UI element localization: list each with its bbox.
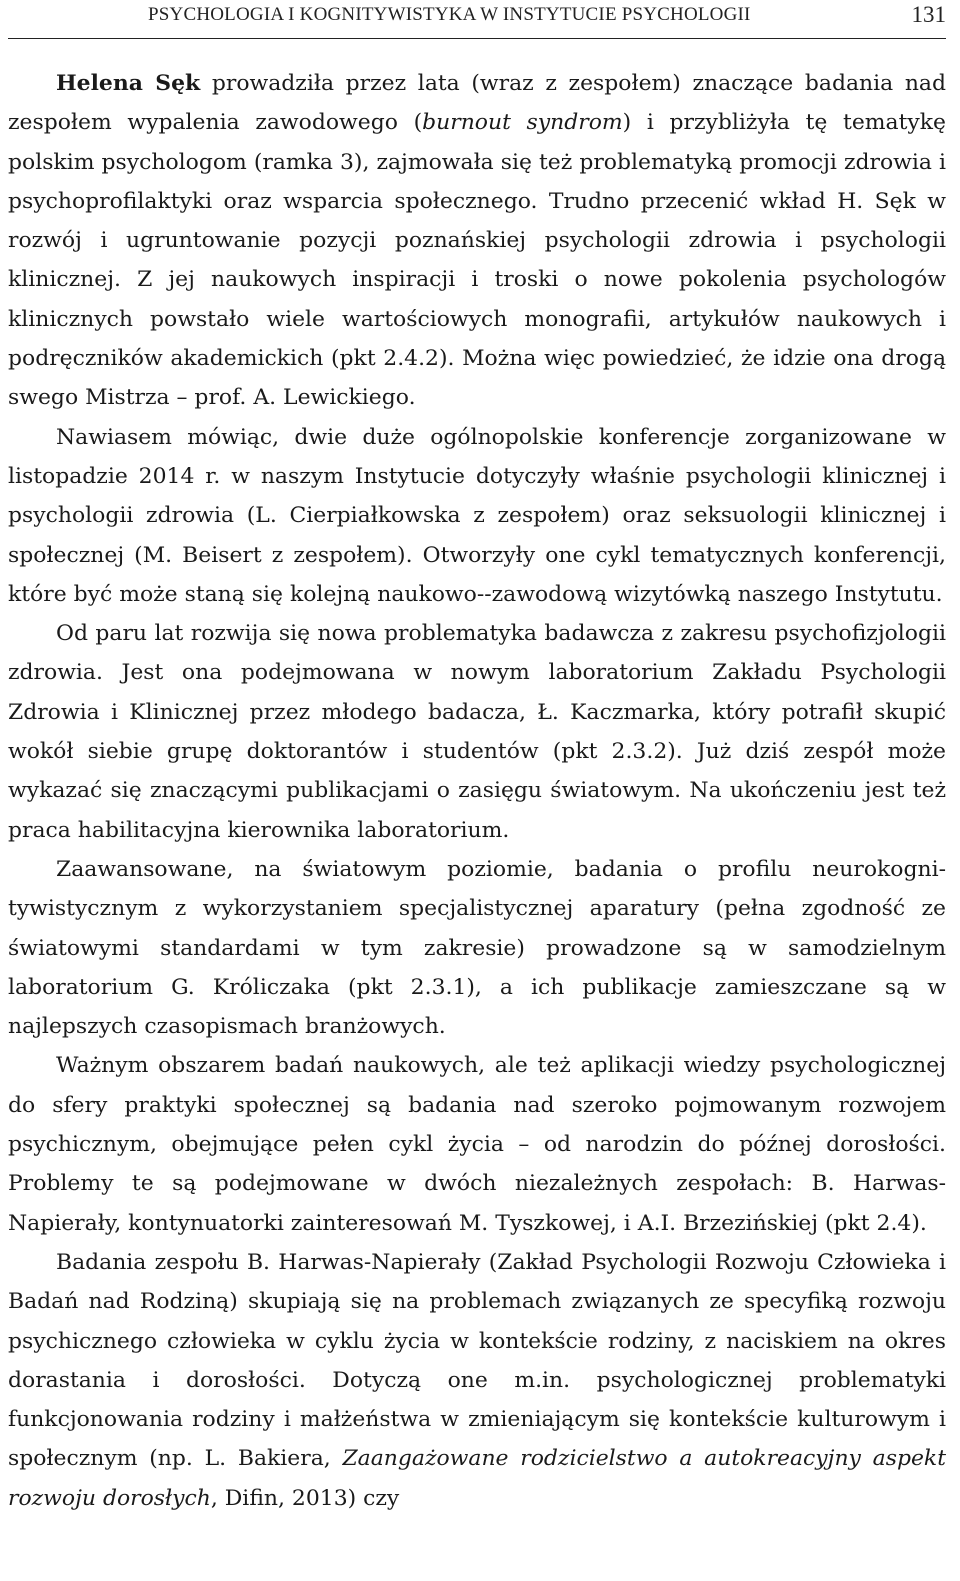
page-header <box>8 0 946 39</box>
page-number: 131 <box>911 2 946 27</box>
book-title: Zaangażowane rodzicielstwo a autokreacyjny aspekt rozwoju dorosłych <box>8 1446 946 1511</box>
paragraph-3: Od paru lat rozwija się nowa problematyka badawcza z zakresu psychofizjologii zdrowia. Jest ona podejmowana w nowym laboratorium Zakładu Psychologii Zdrowia i Klinicznej przez młodego badacza, Ł. Kaczmarka, który potrafił skupić wokół siebie grupę doktorantów i studentów (pkt 2.3.2). Już dziś zespół może wykazać się znaczącymi publikacjami o zasięgu światowym. Na ukończeniu jest też praca habilitacyjna kierownika laboratorium. <box>8 621 946 843</box>
paragraph-6-text-b: , Difin, 2013) czy <box>210 1485 400 1511</box>
paragraph-1-text-b: ) i przybliżyła tę tematykę polskim psychologom (ramka 3), zajmowała się też problematyką promocji zdrowia i psychoprofilaktyki oraz wsparcia społecznego. Trudno przecenić wkład H. Sęk w rozwój i ugruntowanie pozycji poznańskiej psychologii zdrowia i psychologii klinicznej. Z jej naukowych inspiracji i troski o nowe pokolenia psychologów klinicznych powstało wiele wartościowych monografii, artykułów naukowych i podręczników akademickich (pkt 2.4.2). Można więc powiedzieć, że idzie ona drogą swego Mistrza – prof. A. Lewickiego. <box>8 110 946 411</box>
paragraph-5: Ważnym obszarem badań naukowych, ale też aplikacji wiedzy psychologicznej do sfery praktyki społecznej są badania nad szeroko pojmowanym rozwojem psychicznym, obejmujące pełen cykl życia – od narodzin do późnej dorosłości. Problemy te są podejmowane w dwóch niezależnych zespołach: B. Harwas-Napierały, kontynuatorki zainteresowań M. Tyszkowej, i A.I. Brzezińskiej (pkt 2.4). <box>8 1053 946 1236</box>
person-name: Helena Sęk <box>56 70 201 96</box>
paragraph-6 <box>8 1243 946 1518</box>
paragraph-2: Nawiasem mówiąc, dwie duże ogólnopolskie konferencje zorganizowane w listopadzie 2014 r. w naszym Instytucie dotyczyły właśnie psychologii klinicznej i psychologii zdrowia (L. Cierpiałkowska z zespołem) oraz seksuologii klinicznej i społecznej (M. Beisert z zespołem). Otworzyły one cykl tematycznych konferencji, które być może staną się kolejną naukowo--zawodową wizytówką naszego Instytutu. <box>8 424 946 607</box>
paragraph-1 <box>8 64 946 418</box>
paragraph-4: Zaawansowane, na światowym poziomie, badania o profilu neurokognitywistycznym z wykorzystaniem specjalistycznej aparatury (pełna zgodność ze światowymi standardami w tym zakresie) prowadzone są w samodzielnym laboratorium G. Króliczaka (pkt 2.3.1), a ich publikacje zamieszczane są w najlepszych czasopismach branżowych. <box>8 856 946 1040</box>
running-title: PSYCHOLOGIA I KOGNITYWISTYKA W INSTYTUCIE PSYCHOLOGII <box>148 4 751 25</box>
italic-term: burnout syndrom <box>422 110 623 136</box>
paragraph-6-text-a: Badania zespołu B. Harwas-Napierały (Zakład Psychologii Rozwoju Człowieka i Badań nad Rodziną) skupiają się na problemach związanych ze specyfiką rozwoju psychicznego człowieka w cyklu życia w kontekście rodziny, z naciskiem na okres dorastania i dorosłości. Dotyczą one m.in. psychologicznej problematyki funkcjonowania rodziny i małżeństwa w zmieniającym się kontekście kulturowym i społecznym (np. L. Bakiera, <box>8 1249 946 1472</box>
paragraph-1-text-a: prowadziła przez lata (wraz z zespołem) znaczące badania nad zespołem wypalenia zawodowego ( <box>8 71 946 136</box>
page-body <box>8 64 946 1518</box>
